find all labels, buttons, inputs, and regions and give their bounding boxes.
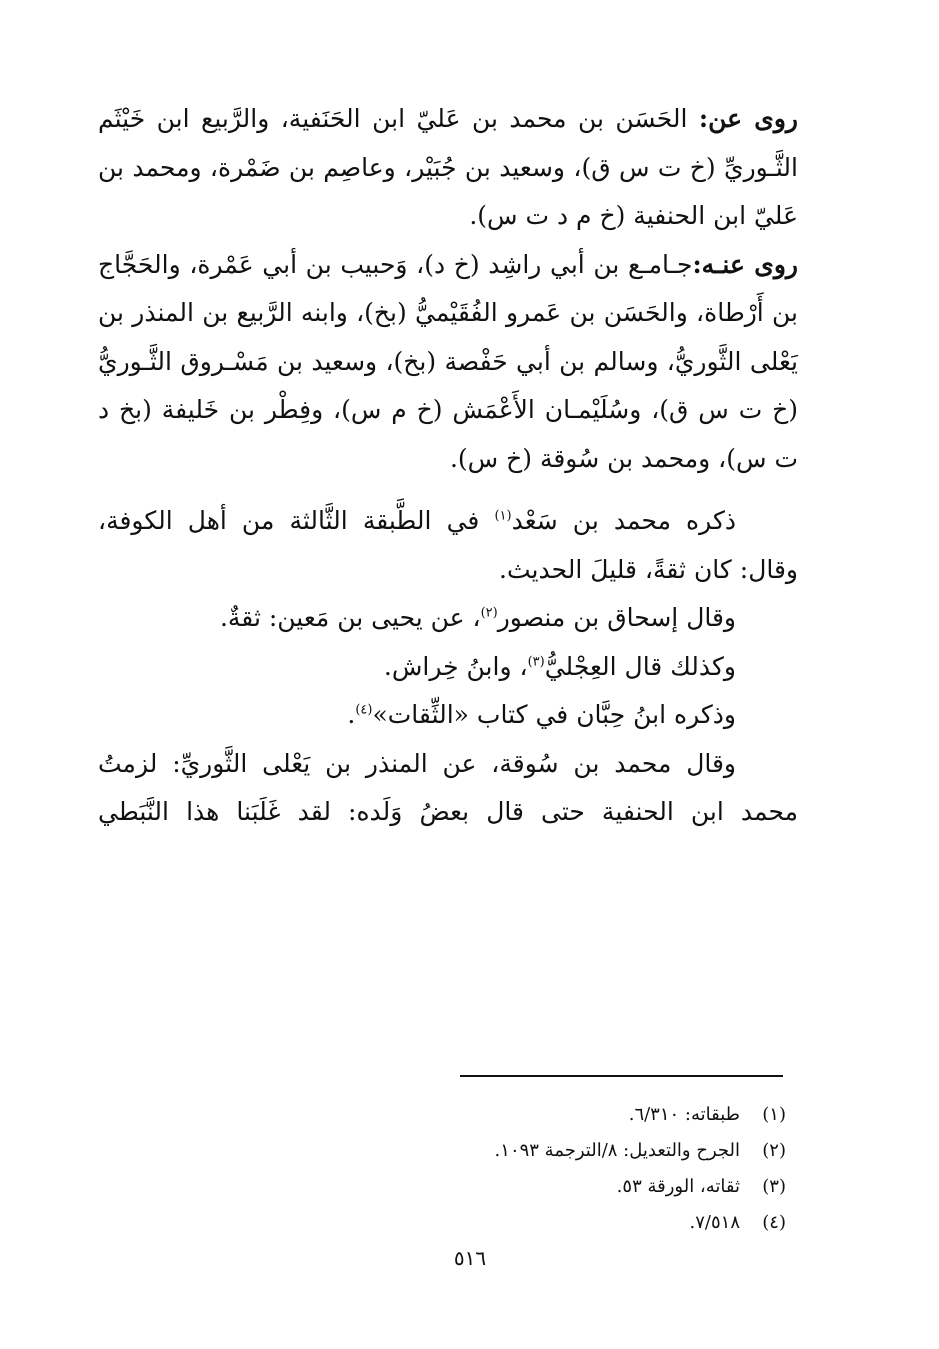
- footnote-marker: (٣): [527, 654, 545, 670]
- page-number: ٥١٦: [453, 1246, 487, 1270]
- ibn-hibban-paragraph: [98, 691, 798, 740]
- footnote-item: [300, 1205, 786, 1241]
- footnotes: [300, 1097, 786, 1241]
- paragraph-text: في الطَّبقة الثَّالثة من أهل الكوفة، وقال: كان ثقةً، قليلَ الحديث.: [98, 506, 798, 584]
- paragraph-text: ، وابنُ خِراش.: [383, 651, 528, 681]
- footnote-number: (٤): [762, 1212, 786, 1233]
- footnote-number: (١): [762, 1104, 786, 1125]
- paragraph-text: وقال محمد بن سُوقة، عن المنذر بن يَعْلى الثَّوريِّ: لزمتُ محمد ابن الحنفية حتى قال بعضُ وَلَده: لقد غَلَبَنا هذا النَّبَطي: [98, 748, 798, 826]
- footnote-item: [300, 1133, 786, 1169]
- paragraph-text: ، عن يحيى بن مَعين: ثقةٌ.: [219, 603, 481, 632]
- footnote-text: الجرح والتعديل: ٨/الترجمة ١٠٩٣.: [494, 1140, 740, 1161]
- narrated-by-paragraph: [98, 241, 798, 484]
- paragraph-text: ذكره محمد بن سَعْد: [511, 506, 736, 535]
- paragraph-text: وقال إسحاق بن منصور: [497, 603, 736, 632]
- footnote-text: ٧/٥١٨.: [689, 1212, 740, 1233]
- narrated-from-text: الحَسَن بن محمد بن عَليّ ابن الحَنَفية، والرَّبيع ابن خَيْثَم الثَّـوريِّ (خ ت س ق)، وسعيد بن جُبَيْر، وعاصِم بن ضَمْرة، ومحمد بن عَليّ ابن الحنفية (خ م د ت س).: [98, 104, 798, 230]
- footnote-text: طبقاته: ٦/٣١٠.: [628, 1104, 740, 1125]
- narrated-from-paragraph: [98, 95, 798, 241]
- paragraph-text: وذكره ابنُ حِبَّان في كتاب «الثِّقات»: [372, 700, 736, 729]
- footnote-number: (٣): [762, 1176, 786, 1197]
- narrated-from-heading: روى عن:: [698, 104, 799, 133]
- footnote-marker: (١): [494, 508, 512, 524]
- footnote-separator: [460, 1075, 783, 1077]
- footnote-item: [300, 1097, 786, 1133]
- footnote-marker: (٤): [355, 702, 373, 718]
- narrated-by-text: جـامـع بن أبي راشِد (خ د)، وَحبيب بن أبي عَمْرة، والحَجَّاج بن أَرْطاة، والحَسَن بن عَمرو الفُقَيْميُّ (بخ)، وابنه الرَّبيع بن المنذر بن يَعْلى الثَّوريُّ، وسالم بن أبي حَفْصة (بخ)، وسعيد بن مَسْـروق الثَّـوريُّ (خ ت س ق)، وسُلَيْمـان الأَعْمَش (خ م س)، وفِطْر بن خَليفة (بخ د ت س)، ومحمد بن سُوقة (خ س).: [98, 249, 798, 473]
- footnote-text: ثقاته، الورقة ٥٣.: [616, 1176, 740, 1197]
- paragraph-text: وكذلك قال العِجْليُّ: [544, 651, 736, 681]
- footnote-item: [300, 1169, 786, 1205]
- paragraph-text: .: [347, 700, 356, 729]
- ibn-saad-paragraph: [98, 497, 798, 594]
- narrated-by-heading: روى عنـه:: [692, 249, 798, 279]
- main-text: [98, 95, 798, 837]
- ishaq-paragraph: [98, 594, 798, 643]
- footnote-number: (٢): [762, 1140, 786, 1161]
- ibn-suqa-paragraph: [98, 740, 798, 837]
- footnote-marker: (٢): [480, 605, 498, 621]
- ijli-paragraph: [98, 643, 798, 692]
